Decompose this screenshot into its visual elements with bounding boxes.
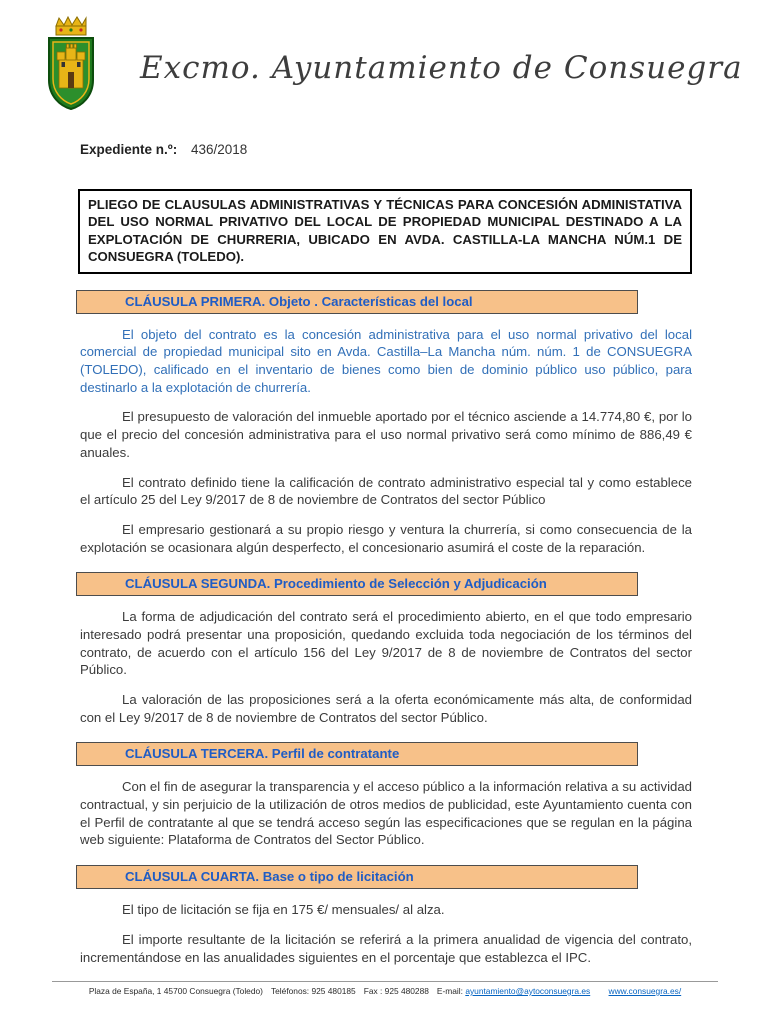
footer-website-link[interactable]: www.consuegra.es/	[608, 986, 682, 996]
expediente-label: Expediente n.º:	[80, 142, 178, 157]
paragraph: La valoración de las proposiciones será a la oferta económicamente más alta, de conformidad con el Ley 9/2017 de 8 de noviembre de Contratos del sector Público.	[80, 692, 692, 725]
paragraph: Con el fin de asegurar la transparencia y el acceso público a la información relativa a su actividad contractual, y sin perjuicio de la utilización de otros medios de publicidad, este Ayuntamiento cuenta con el Perfil de contratante al que se tendrá acceso según las especificaciones que se regulan en la página web siguiente: Plataforma de Contratos del Sector Público.	[80, 779, 692, 848]
footer-address: Plaza de España, 1 45700 Consuegra (Toledo)	[88, 986, 263, 996]
clause-heading-segunda: CLÁUSULA SEGUNDA. Procedimiento de Selección y Adjudicación	[76, 572, 638, 596]
shield-icon	[49, 38, 93, 109]
paragraph: El empresario gestionará a su propio riesgo y ventura la churrería, si como consecuencia de la explotación se ocasionara algún desperfecto, el concesionario asumirá el coste de la reparación.	[80, 521, 692, 555]
paragraph: El importe resultante de la licitación se referirá a la primera anualidad de vigencia del contrato, incrementándose en las anualidades siguientes en el porcentaje que establezca el IPC.	[80, 931, 692, 965]
paragraph: El contrato definido tiene la calificación de contrato administrativo especial tal y como establece el artículo 25 del Ley 9/2017 de 8 de noviembre de Contratos del sector Público	[80, 474, 692, 508]
footer-email-label: E-mail:	[436, 986, 463, 996]
footer-fax: Fax : 925 480288	[363, 986, 429, 996]
clause-heading-cuarta: CLÁUSULA CUARTA. Base o tipo de licitación	[76, 865, 638, 889]
document-footer	[52, 981, 718, 996]
clause-heading-tercera: CLÁUSULA TERCERA. Perfil de contratante	[76, 742, 638, 766]
crown-icon	[56, 17, 86, 35]
expediente-line	[80, 142, 692, 157]
consuegra-coat-of-arms-icon	[42, 14, 100, 112]
paragraph: El presupuesto de valoración del inmueble aportado por el técnico asciende a 14.774,80 €, por lo que el precio del concesión administrativa para el uso normal privativo será como mínimo de 886,49 € anuales.	[80, 409, 692, 460]
paragraph: El tipo de licitación se fija en 175 €/ mensuales/ al alza.	[122, 902, 445, 918]
paragraph: La forma de adjudicación del contrato será el procedimiento abierto, en el que todo empresario interesado podrá presentar una proposición, quedando excluida toda negociación de los términos del contrato, de acuerdo con el artículo 156 del Ley 9/2017 de 8 de noviembre de Contratos del sector Público.	[80, 609, 692, 678]
paragraph: El objeto del contrato es la concesión administrativa para el uso normal privativo del local comercial de propiedad municipal sito en Avda. Castilla–La Mancha núm. núm. 1 de CONSUEGRA (TOLEDO), calificado en el inventario de bienes como bien de dominio público uso público, para destinarlo a la explotación de churrería.	[80, 326, 692, 395]
document-header	[0, 0, 770, 118]
org-name: Excmo. Ayuntamiento de Consuegra	[140, 50, 743, 86]
footer-phones: Teléfonos: 925 480185	[270, 986, 356, 996]
expediente-value: 436/2018	[190, 142, 248, 157]
footer-email-link[interactable]: ayuntamiento@aytoconsuegra.es	[465, 986, 591, 996]
clause-heading-primera: CLÁUSULA PRIMERA. Objeto . Características del local	[76, 290, 638, 314]
document-title-box: PLIEGO DE CLAUSULAS ADMINISTRATIVAS Y TÉCNICAS PARA CONCESIÓN ADMINISTATIVA DEL USO NORMAL PRIVATIVO DEL LOCAL DE PROPIEDAD MUNICIPAL DESTINADO A LA EXPLOTACIÓN DE CHURRERIA, UBICADO EN AVDA. CASTILLA-LA MANCHA NÚM.1 DE CONSUEGRA (TOLEDO).	[78, 189, 692, 274]
